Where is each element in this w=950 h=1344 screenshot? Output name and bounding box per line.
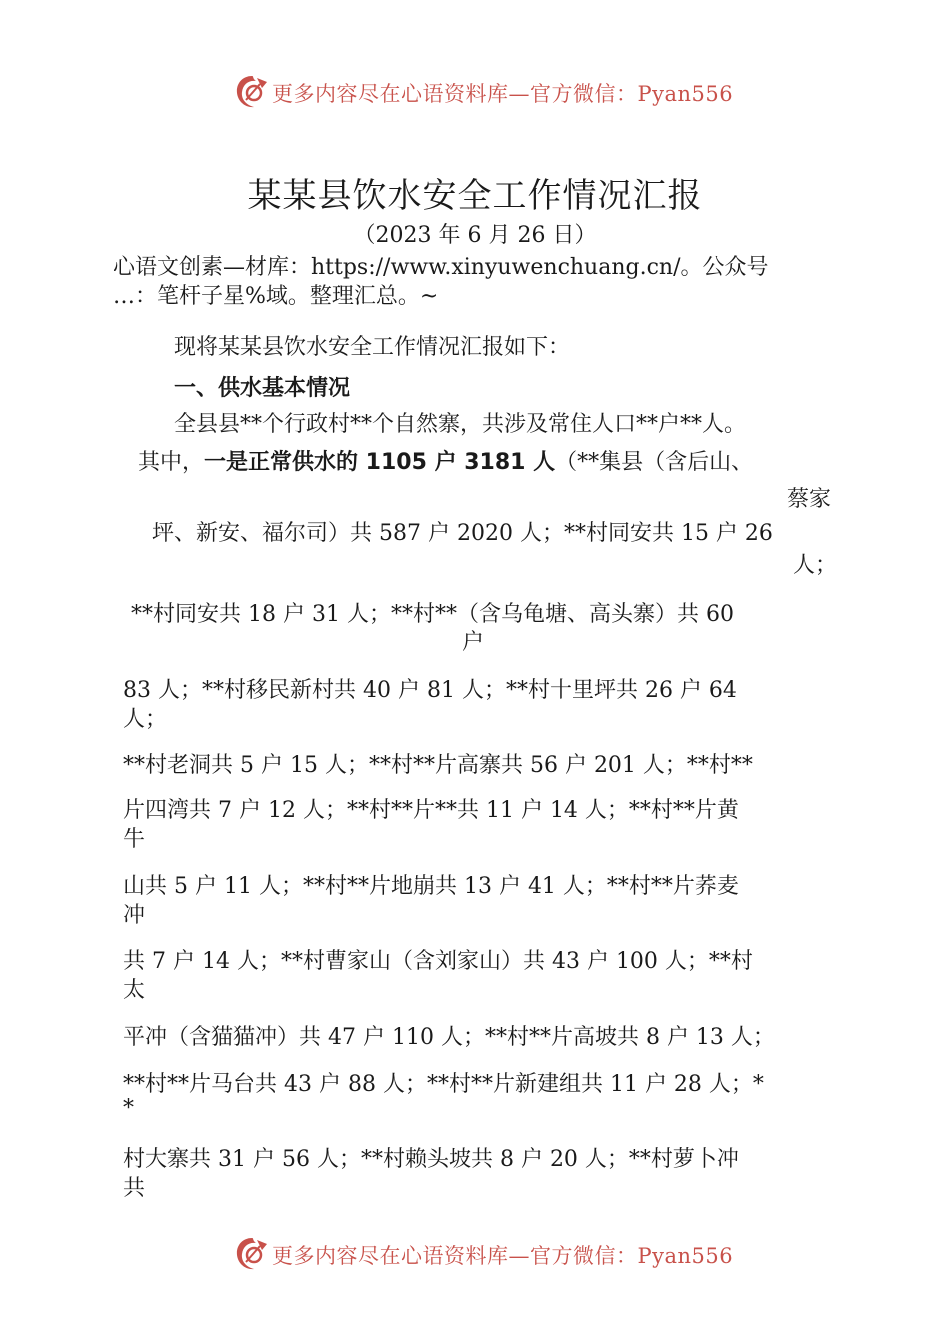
body-line: **村**片马台共 43 户 88 人；**村**片新建组共 11 户 28 人；*	[123, 1072, 764, 1097]
document-title: 某某县饮水安全工作情况汇报	[247, 176, 703, 216]
body-line: 共	[123, 1176, 146, 1201]
body-line: 83 人；**村移民新村共 40 户 81 人；**村十里坪共 26 户 64	[123, 678, 737, 703]
body-line: 冲	[123, 903, 146, 928]
header-banner	[0, 70, 950, 114]
body-text: （**集县（含后山、	[555, 450, 754, 475]
body-line: 全县县**个行政村**个自然寨，共涉及常住人口**户**人。	[174, 412, 747, 437]
intro-paragraph: 现将某某县饮水安全工作情况汇报如下：	[174, 335, 571, 360]
body-line: 村大寨共 31 户 56 人；**村赖头坡共 8 户 20 人；**村萝卜冲	[123, 1147, 739, 1172]
body-line: **村老洞共 5 户 15 人；**村**片高寨共 56 户 201 人；**村**	[123, 753, 753, 778]
banner-text: 更多内容尽在心语资料库—官方微信：Pyan556	[272, 1244, 734, 1268]
document-date: （2023 年 6 月 26 日）	[353, 223, 597, 248]
body-line: 共 7 户 14 人；**村曹家山（含刘家山）共 43 户 100 人；**村	[123, 949, 753, 974]
body-line: 人；	[123, 707, 168, 732]
body-line: 人；	[793, 553, 838, 578]
body-line: 片四湾共 7 户 12 人；**村**片**共 11 户 14 人；**村**片黄	[123, 798, 739, 823]
body-line: 蔡家	[787, 487, 832, 512]
body-line: 平冲（含猫猫冲）共 47 户 110 人；**村**片高坡共 8 户 13 人；	[123, 1025, 775, 1050]
body-line: 户	[462, 630, 485, 655]
brush-logo-icon	[232, 1234, 272, 1274]
body-text: 其中，	[138, 450, 205, 475]
body-line: *	[123, 1096, 134, 1121]
source-note-line: …：笔杆子星%域。整理汇总。~	[113, 284, 439, 309]
footer-banner	[0, 1232, 950, 1276]
body-line: 坪、新安、福尔司）共 587 户 2020 人；**村同安共 15 户 26	[152, 521, 773, 546]
highlight-text: 一是正常供水的 1105 户 3181 人	[204, 450, 556, 475]
body-line: **村同安共 18 户 31 人；**村**（含乌龟塘、高头寨）共 60	[131, 602, 734, 627]
body-line: 太	[123, 978, 146, 1003]
source-note-line: 心语文创素—材库：https://www.xinyuwenchuang.cn/。公众号	[113, 255, 769, 280]
body-line: 山共 5 户 11 人；**村**片地崩共 13 户 41 人；**村**片荞麦	[123, 874, 739, 899]
body-line: 牛	[123, 827, 146, 852]
section-heading: 一、供水基本情况	[174, 376, 351, 401]
brush-logo-icon	[232, 72, 272, 112]
banner-text: 更多内容尽在心语资料库—官方微信：Pyan556	[272, 82, 734, 106]
body-line	[138, 445, 753, 476]
